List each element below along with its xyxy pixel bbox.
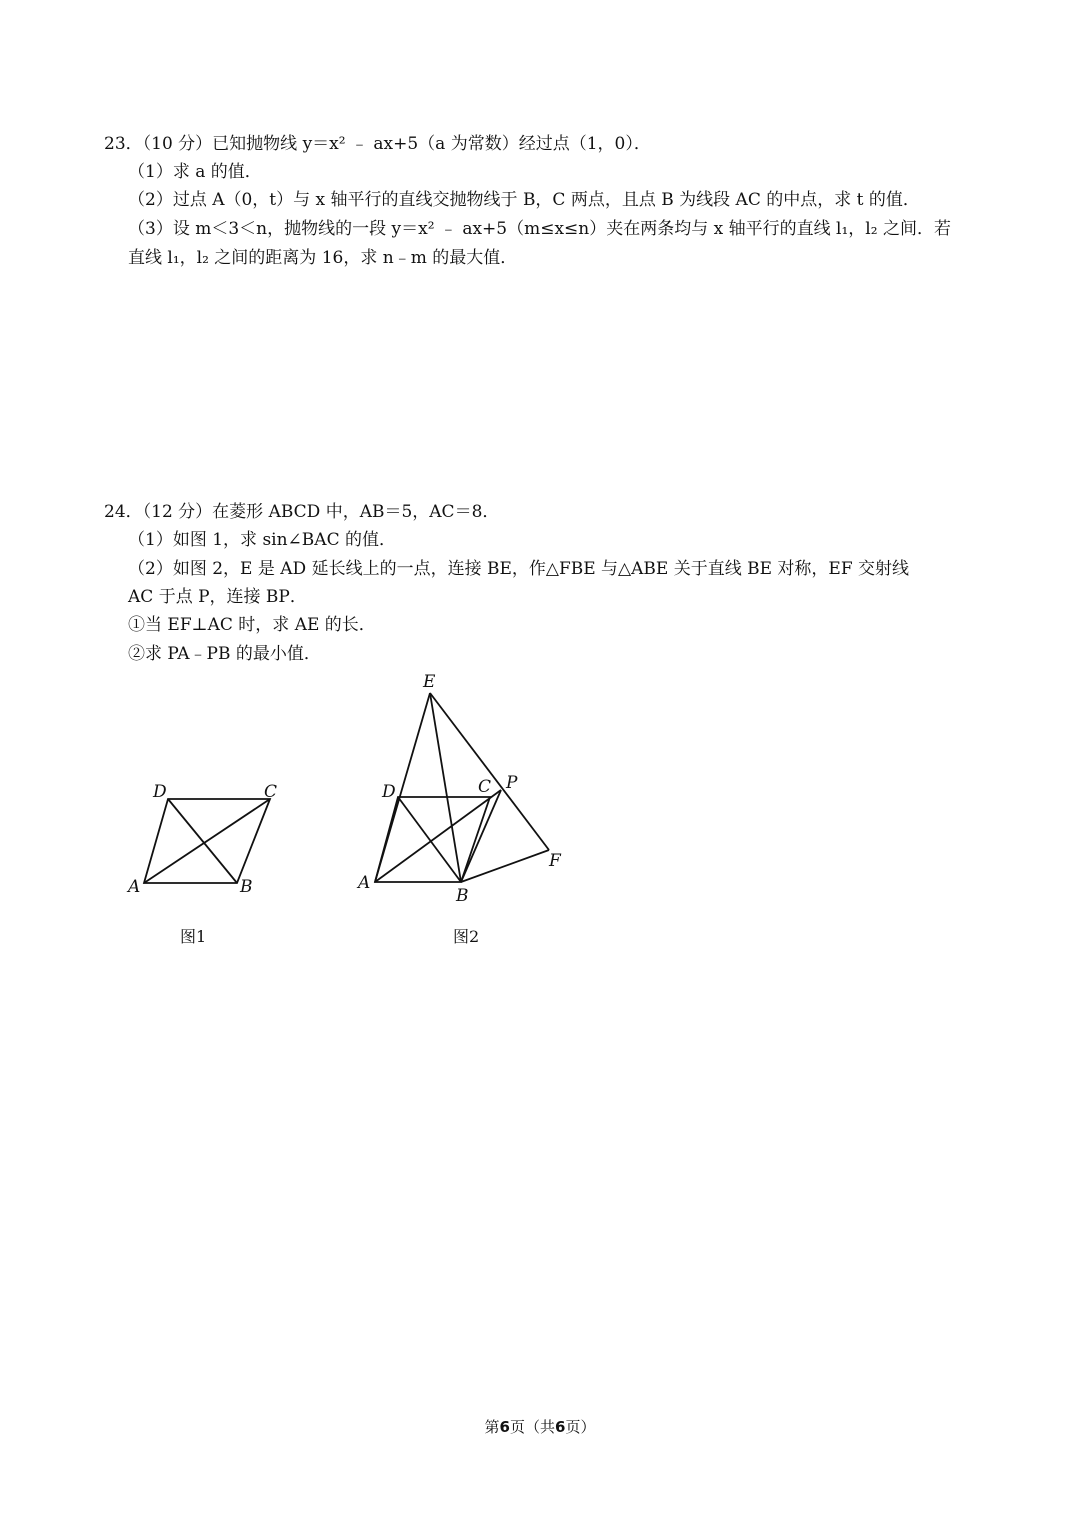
footer-suffix: 页） [565, 1418, 596, 1436]
q24-stem: 24．（12 分）在菱形 ABCD 中，AB＝5，AC＝8． [104, 502, 500, 522]
fig2-line-ef [430, 693, 549, 850]
footer-prefix: 第 [484, 1418, 500, 1436]
fig1-lines [144, 799, 270, 883]
q24-sub1: ①当 EF⊥AC 时，求 AE 的长． [128, 615, 376, 635]
q23-stem: 23．（10 分）已知抛物线 y＝x² ﹣ ax+5（a 为常数）经过点（1，0）． [104, 134, 651, 154]
q23-part1: （1）求 a 的值． [128, 162, 262, 182]
fig2-line-bf [461, 850, 549, 882]
fig1-label-b: B [240, 877, 253, 897]
fig2-ray-ac [375, 790, 501, 882]
footer-total-pages: 6 [555, 1418, 566, 1436]
q23-part3-line2: 直线 l₁，l₂ 之间的距离为 16，求 n﹣m 的最大值． [128, 248, 518, 268]
fig2-label-b: B [456, 886, 469, 906]
footer-page-number: 6 [499, 1418, 510, 1436]
fig1-label-a: A [128, 877, 141, 897]
fig2-label-a: A [358, 873, 371, 893]
fig2-label-c: C [478, 777, 492, 797]
figure-2-caption: 图2 [453, 927, 480, 946]
fig2-label-f: F [549, 851, 561, 871]
q23-part2: （2）过点 A（0，t）与 x 轴平行的直线交抛物线于 B，C 两点，且点 B 为线段 AC 的中点，求 t 的值． [128, 190, 920, 210]
fig2-line-be [430, 693, 461, 882]
figure-1-caption: 图1 [180, 927, 207, 946]
figure-2-rhombus-reflection [350, 668, 580, 908]
fig2-label-p: P [506, 773, 518, 793]
fig2-label-e: E [423, 672, 436, 692]
fig2-label-d: D [382, 782, 396, 802]
fig1-label-d: D [153, 782, 167, 802]
figure-1-rhombus [120, 780, 300, 900]
fig1-label-c: C [264, 782, 278, 802]
q24-part2-line2: AC 于点 P，连接 BP． [128, 587, 307, 607]
q24-sub2: ②求 PA﹣PB 的最小值． [128, 644, 321, 664]
page-footer [0, 1416, 1080, 1437]
fig1-diagonal-bd [168, 799, 237, 883]
fig2-lines [375, 693, 549, 882]
q24-part2-line1: （2）如图 2，E 是 AD 延长线上的一点，连接 BE，作△FBE 与△ABE 关于直线 BE 对称，EF 交射线 [128, 559, 910, 579]
footer-mid: 页（共 [509, 1418, 555, 1436]
q24-part1: （1）如图 1，求 sin∠BAC 的值． [128, 530, 396, 550]
fig1-diagonal-ac [144, 799, 270, 883]
q23-part3-line1: （3）设 m＜3＜n，抛物线的一段 y＝x² ﹣ ax+5（m≤x≤n）夹在两条均与 x 轴平行的直线 l₁，l₂ 之间．若 [128, 219, 951, 239]
fig2-diagonal-bd [398, 797, 461, 882]
